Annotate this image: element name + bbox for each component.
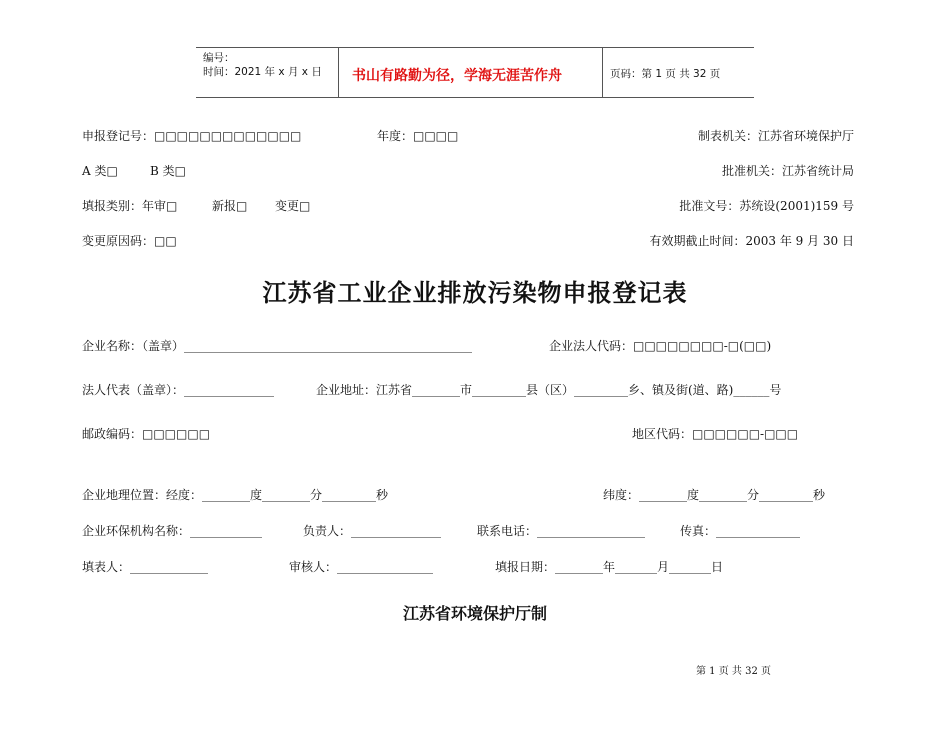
year-field: 年度：□□□□ xyxy=(377,129,459,143)
issuer-text: 制表机关：江苏省环境保护厅 xyxy=(697,129,854,143)
filler-field[interactable]: 填表人：_____________ xyxy=(82,560,209,574)
env-organization-field[interactable]: 企业环保机构名称：____________ xyxy=(82,524,263,538)
legal-code-field[interactable]: 企业法人代码：□□□□□□□□-□(□□) xyxy=(549,339,772,353)
header-divider-right xyxy=(602,47,603,97)
fax-field[interactable]: 传真：______________ xyxy=(680,524,801,538)
longitude-field[interactable]: 企业地理位置：经度：________度________分_________秒 xyxy=(82,488,389,502)
page-footer: 第 1 页 共 32 页 xyxy=(696,666,771,677)
legal-representative-field[interactable]: 法人代表（盖章）：_______________ xyxy=(82,383,275,397)
fill-type-new-checkbox[interactable]: 新报□ xyxy=(212,199,248,213)
approval-number-text: 批准文号：苏统设(2001)159 号 xyxy=(679,199,854,213)
fill-type-change-checkbox[interactable]: 变更□ xyxy=(275,199,311,213)
phone-field[interactable]: 联系电话：__________________ xyxy=(477,524,646,538)
enterprise-name-field[interactable]: 企业名称：（盖章）________________________________________________ xyxy=(82,339,473,353)
postal-code-field[interactable]: 邮政编码：□□□□□□ xyxy=(82,427,211,441)
header-page-label: 页码：第 1 页 共 32 页 xyxy=(610,68,721,80)
approver-text: 批准机关：江苏省统计局 xyxy=(721,164,854,178)
registration-number: 申报登记号：□□□□□□□□□□□□□ xyxy=(82,129,302,143)
header-time-label: 时间：2021 年 x 月 x 日 xyxy=(203,66,322,78)
region-code-field[interactable]: 地区代码：□□□□□□-□□□ xyxy=(632,427,799,441)
header-number-label: 编号： xyxy=(203,52,235,64)
header-top-rule xyxy=(196,47,754,48)
class-a-checkbox[interactable]: A 类□ xyxy=(82,164,118,178)
fill-type-annual-checkbox[interactable]: 填报类别：年审□ xyxy=(82,199,178,213)
fill-date-field[interactable]: 填报日期：________年_______月_______日 xyxy=(495,560,724,574)
document-title: 江苏省工业企业排放污染物申报登记表 xyxy=(262,278,688,307)
change-reason-code: 变更原因码：□□ xyxy=(82,234,177,248)
reviewer-field[interactable]: 审核人：________________ xyxy=(289,560,434,574)
class-b-checkbox[interactable]: B 类□ xyxy=(150,164,186,178)
header-divider-left xyxy=(338,47,339,97)
issuing-authority-subtitle: 江苏省环境保护厅制 xyxy=(402,604,547,623)
latitude-field[interactable]: 纬度：________度________分_________秒 xyxy=(603,488,826,502)
valid-until-text: 有效期截止时间：2003 年 9 月 30 日 xyxy=(649,234,854,248)
header-motto: 书山有路勤为径，学海无涯苦作舟 xyxy=(352,68,562,84)
person-in-charge-field[interactable]: 负责人：_______________ xyxy=(303,524,442,538)
enterprise-address-field[interactable]: 企业地址：江苏省________市_________县（区）_________乡、镇及街(道、路)______号 xyxy=(316,383,782,397)
header-bottom-rule xyxy=(196,97,754,98)
